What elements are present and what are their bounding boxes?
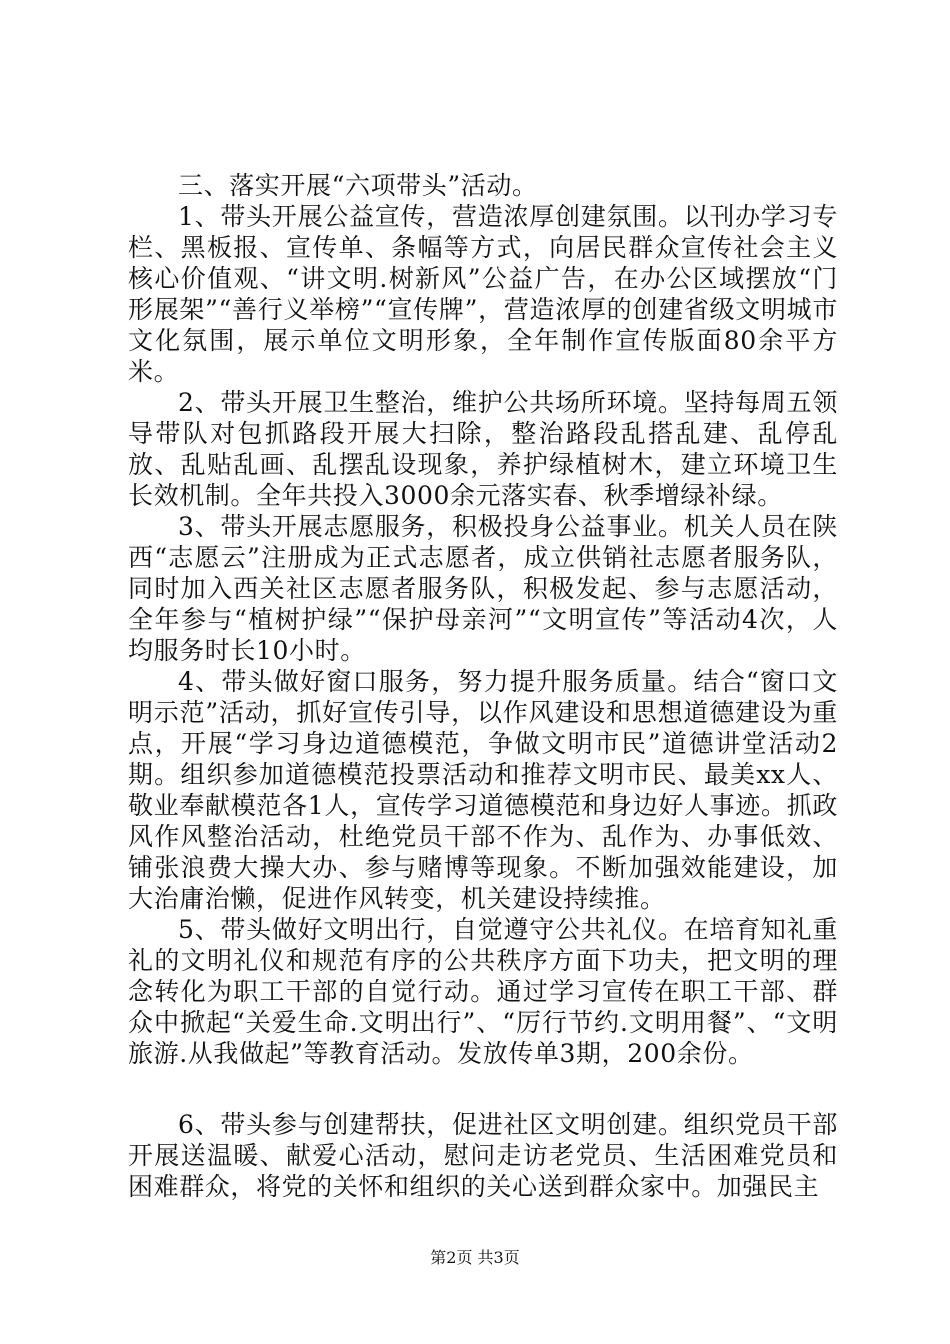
paragraph-5: 5、带头做好文明出行，自觉遵守公共礼仪。在培育知礼重礼的文明礼仪和规范有序的公共秩序方面下功夫，把文明的理念转化为职工干部的自觉行动。通过学习宣传在职工干部、群众中掀起“关爱生命.文明出行”、“厉行节约.文明用餐”、“文明旅游.从我做起”等教育活动。发放传单3期，200余份。	[128, 915, 838, 1068]
paragraph-4: 4、带头做好窗口服务，努力提升服务质量。结合“窗口文明示范”活动，抓好宣传引导，以作风建设和思想道德建设为重点，开展“学习身边道德模范，争做文明市民”道德讲堂活动2期。组织参加道德模范投票活动和推荐文明市民、最美xx人、敬业奉献模范各1人，宣传学习道德模范和身边好人事迹。抓政风作风整治活动，杜绝党员干部不作为、乱作为、办事低效、铺张浪费大操大办、参与赌博等现象。不断加强效能建设，加大治庸治懒，促进作风转变，机关建设持续推。	[128, 667, 838, 913]
paragraph-spacer	[128, 1069, 838, 1109]
paragraph-3: 3、带头开展志愿服务，积极投身公益事业。机关人员在陕西“志愿云”注册成为正式志愿者，成立供销社志愿者服务队，同时加入西关社区志愿者服务队，积极发起、参与志愿活动，全年参与“植树护绿”“保护母亲河”“文明宣传”等活动4次，人均服务时长10小时。	[128, 512, 838, 665]
paragraph-1: 1、带头开展公益宣传，营造浓厚创建氛围。以刊办学习专栏、黑板报、宣传单、条幅等方式，向居民群众宣传社会主义核心价值观、“讲文明.树新风”公益广告，在办公区域摆放“门形展架”“善行义举榜”“宣传牌”，营造浓厚的创建省级文明城市文化氛围，展示单位文明形象，全年制作宣传版面80余平方米。	[128, 202, 838, 386]
document-body	[128, 170, 838, 1202]
paragraph-2: 2、带头开展卫生整治，维护公共场所环境。坚持每周五领导带队对包抓路段开展大扫除，整治路段乱搭乱建、乱停乱放、乱贴乱画、乱摆乱设现象，养护绿植树木，建立环境卫生长效机制。全年共投入3000余元落实春、秋季增绿补绿。	[128, 388, 838, 510]
paragraph-6: 6、带头参与创建帮扶，促进社区文明创建。组织党员干部开展送温暖、献爱心活动，慰问走访老党员、生活困难党员和困难群众，将党的关怀和组织的关心送到群众家中。加强民主	[128, 1110, 838, 1201]
section-heading: 三、落实开展“六项带头”活动。	[178, 171, 538, 200]
page-number-footer: 第2页 共3页	[430, 1248, 520, 1267]
